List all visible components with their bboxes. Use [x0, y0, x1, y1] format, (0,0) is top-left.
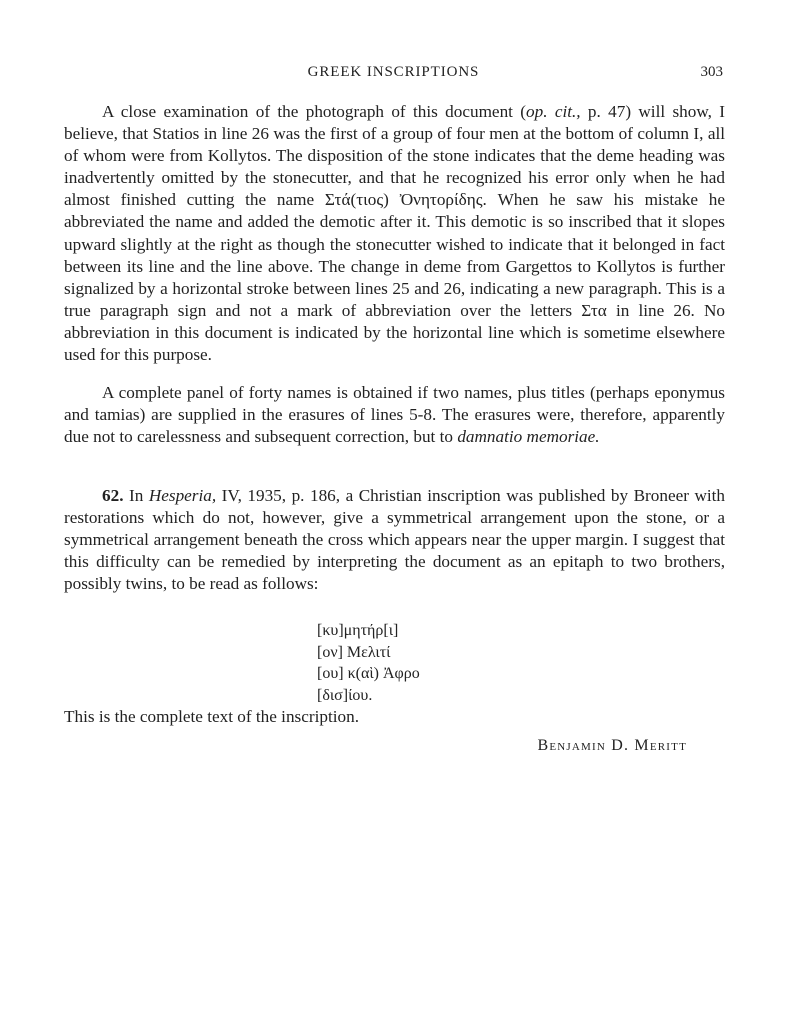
- paragraph-text: p. 47) will show, I believe, that Statios in line 26 was the first of a group of four men at the bottom of column I, all of whom were from Kollytos. The disposition of the stone indicates that the deme heading was inadvertently omitted by the stonecutter, and that he recognized his error only when he had almost finished cutting the name: [64, 102, 725, 210]
- entry-number: 62.: [102, 486, 124, 505]
- entry-62: [64, 485, 725, 595]
- greek-name: Στά(τιος) Ὀνητορίδης.: [324, 190, 487, 210]
- citation-italic: op. cit.,: [526, 102, 581, 121]
- paragraph-text: in line 26. No abbreviation in this document is indicated by the horizontal line which is sometime elsewhere used for this purpose.: [64, 300, 725, 365]
- closing-text: This is the complete text of the inscription.: [64, 707, 359, 726]
- paragraph-text: A complete panel of forty names is obtained if two names, plus titles (perhaps eponymus and tamias) are supplied in the erasures of lines 5-8. The erasures were, therefore, apparently due not to carelessness and subsequent correction, but to: [64, 383, 725, 447]
- paragraph-statios: [64, 101, 725, 366]
- inscription-line: [ον] Μελιτί: [317, 643, 391, 661]
- inscription-line: [κυ]μητήρ[ι]: [317, 622, 399, 639]
- paragraph-text: A close examination of the photograph of this document (: [102, 102, 526, 121]
- author-signature: Benjamin D. Meritt: [537, 737, 687, 754]
- paragraph-text: IV, 1935, p. 186, a Christian inscription was published by Broneer with restorations which do not, however, give a symmetrical arrangement upon the stone, or a symmetrical arrangement beneath the cross which appears near the upper margin. I suggest that this difficulty can be remedied by interpreting the document as an epitaph to two brothers, possibly twins, to be read as follows:: [64, 486, 726, 594]
- italic-phrase: damnatio memoriae.: [457, 427, 600, 447]
- greek-letters: Στα: [581, 300, 607, 320]
- paragraph-text: When he saw his mistake he abbreviated the name and added the demotic after it. This demotic is so inscribed that it slopes upward slightly at the right as though the stonecutter wished to indicate that it belonged in fact between its line and the line above. The change in deme from Gargettos to Kollytos is further signalized by a horizontal stroke between lines 25 and 26, indicating a new paragraph. This is a true paragraph sign and not a mark of abbreviation over the letters: [64, 190, 725, 320]
- paragraph-text: In: [123, 486, 149, 505]
- inscription-line: [ου] κ(αὶ) Ἀφρο: [317, 665, 420, 683]
- journal-italic: Hesperia,: [148, 486, 217, 505]
- inscription-line: [δισ]ίου.: [317, 686, 373, 704]
- paragraph-panel: [64, 382, 725, 448]
- running-title: GREEK INSCRIPTIONS: [307, 64, 480, 80]
- page-number: 303: [700, 64, 723, 80]
- inscription-block: [317, 620, 420, 706]
